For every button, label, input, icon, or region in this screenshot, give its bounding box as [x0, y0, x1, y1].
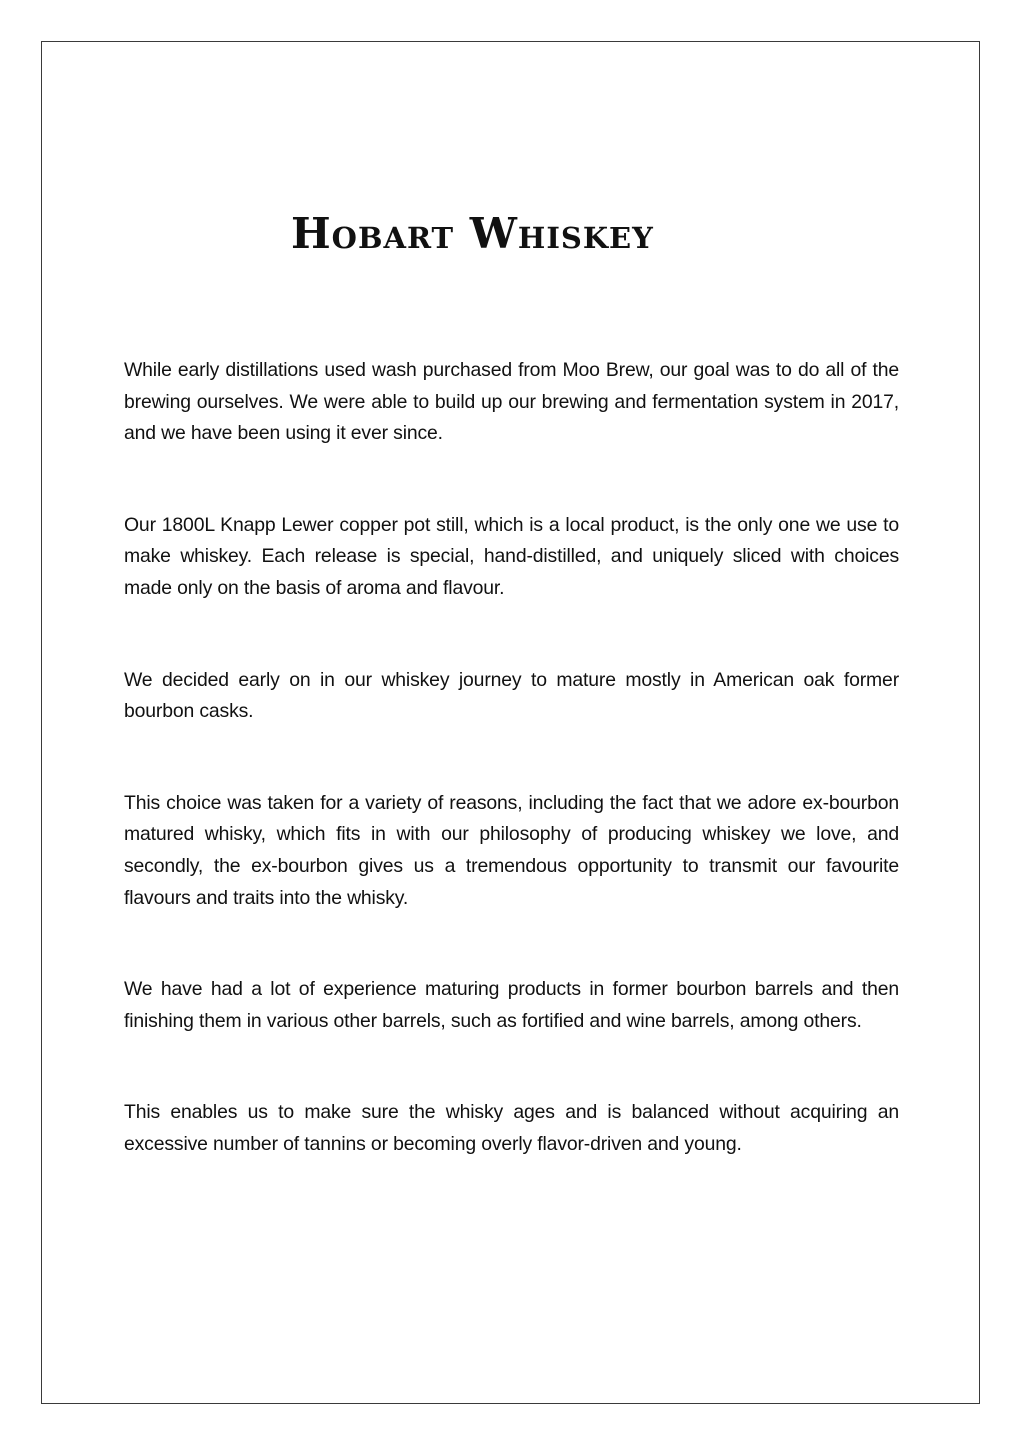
- paragraph-brewing: While early distillations used wash purchased from Moo Brew, our goal was to do all of the brewing ourselves. We were able to build up our brewing and fermentation system in 2017, and we have been using it ever since.: [124, 359, 899, 445]
- document-body: [124, 355, 899, 1221]
- paragraph-pot-still: Our 1800L Knapp Lewer copper pot still, which is a local product, is the only one we use to make whiskey. Each release is special, hand-distilled, and uniquely sliced with choices made only on the basis of aroma and flavour.: [124, 513, 899, 599]
- paragraph-finishing: We have had a lot of experience maturing products in former bourbon barrels and then finishing them in various other barrels, such as fortified and wine barrels, among others.: [124, 978, 899, 1032]
- paragraph-balance: This enables us to make sure the whisky ages and is balanced without acquiring an excessive number of tannins or becoming overly flavor-driven and young.: [124, 1101, 899, 1155]
- document-title: Hobart Whiskey: [291, 209, 654, 258]
- paragraph-oak-casks: We decided early on in our whiskey journey to mature mostly in American oak former bourbon casks.: [124, 668, 899, 723]
- paragraph-ex-bourbon: This choice was taken for a variety of reasons, including the fact that we adore ex-bourbon matured whisky, which fits in with our philosophy of producing whiskey we love, and secondly, the ex-bourbon gives us a tremendous opportunity to transmit our favourite flavours and traits into the whisky.: [124, 791, 899, 909]
